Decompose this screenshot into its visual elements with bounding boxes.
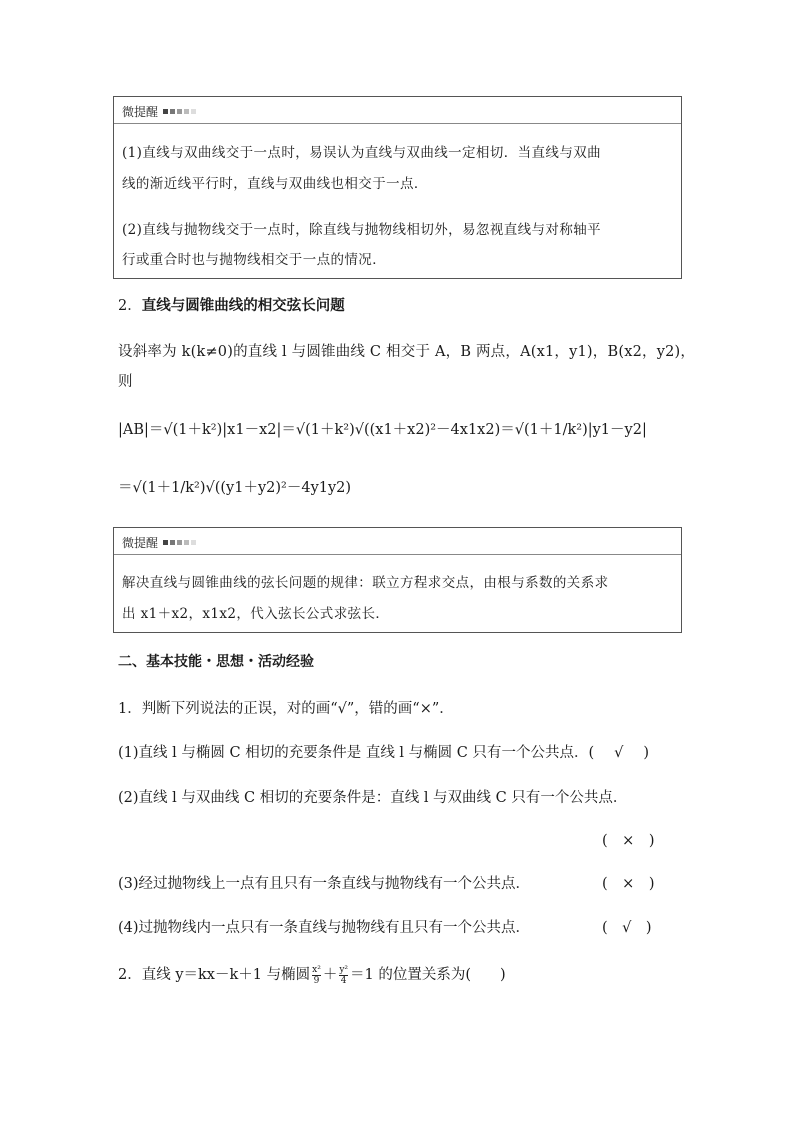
tip-line: (1)直线与双曲线交于一点时，易误认为直线与双曲线一定相切．当直线与双曲 [122,145,602,161]
tip-divider [114,123,681,124]
tip-box-1 [113,96,682,279]
answer-paren: ( × ) [602,876,655,892]
tip-line: 出 x1＋x2，x1x2，代入弦长公式求弦长． [122,606,390,622]
tip-header [122,534,196,551]
question-2-stem: 2．直线 y＝kx－k＋1 与椭圆 $\frac{\text{x²}}{9}$ ＋ $\frac{\text{y²}}{4}$ ＝1 的位置关系为( ) [118,964,506,986]
question-1-item-2: (2)直线 l 与双曲线 C 相切的充要条件是：直线 l 与双曲线 C 只有一个公共点． [118,790,628,806]
tip-line: 行或重合时也与抛物线相交于一点的情况． [122,252,387,268]
intro-line: 设斜率为 k(k≠0)的直线 l 与圆锥曲线 C 相交于 A，B 两点，A(x1，y1)，B(x2，y2)， [118,344,696,360]
section-heading: 2．直线与圆锥曲线的相交弦长问题 [118,298,345,314]
tip-label: 微提醒 [122,536,159,550]
chord-length-formula-2: ＝√(1＋1/k²)√((y1＋y2)²－4y1y2) [118,480,352,496]
question-1-stem: 1．判断下列说法的正误，对的画“√”，错的画“×”． [118,701,454,717]
answer-mark: × [622,876,635,892]
ellipse-fraction-y: $\frac{\text{y²}}{4}$ [339,964,349,986]
part-heading: 二、基本技能・思想・活动经验 [118,654,314,670]
chord-length-formula-1: |AB|＝√(1＋k²)|x1－x2|＝√(1＋k²)√((x1＋x2)²－4x1x2)＝√(1＋1/k²)|y1－y2| [118,422,647,438]
tip-dots-decoration [163,540,196,545]
intro-line-2: 则 [118,374,133,390]
tip-box-2 [113,527,682,633]
tip-line: 线的渐近线平行时，直线与双曲线也相交于一点． [122,176,428,192]
answer-paren: ( × ) [602,833,655,849]
ellipse-fraction-x: $\frac{\text{x²}}{9}$ [312,964,321,986]
tip-line: 解决直线与圆锥曲线的弦长问题的规律：联立方程求交点，由根与系数的关系求 [122,575,609,591]
answer-paren: ( √ ) [602,920,652,936]
answer-mark: × [622,833,635,849]
question-1-item-1: (1)直线 l 与椭圆 C 相切的充要条件是 直线 l 与椭圆 C 只有一个公共点．( √ ) [118,745,650,761]
tip-label: 微提醒 [122,105,159,119]
answer-mark: √ [614,745,624,761]
tip-dots-decoration [163,109,196,114]
question-1-item-4: (4)过抛物线内一点只有一条直线与抛物线有且只有一个公共点． [118,920,531,936]
question-1-item-3: (3)经过抛物线上一点有且只有一条直线与抛物线有一个公共点． [118,876,531,892]
answer-mark: √ [622,920,632,936]
tip-line: (2)直线与抛物线交于一点时，除直线与抛物线相切外，易忽视直线与对称轴平 [122,222,602,238]
tip-header [122,103,196,120]
tip-divider [114,554,681,555]
